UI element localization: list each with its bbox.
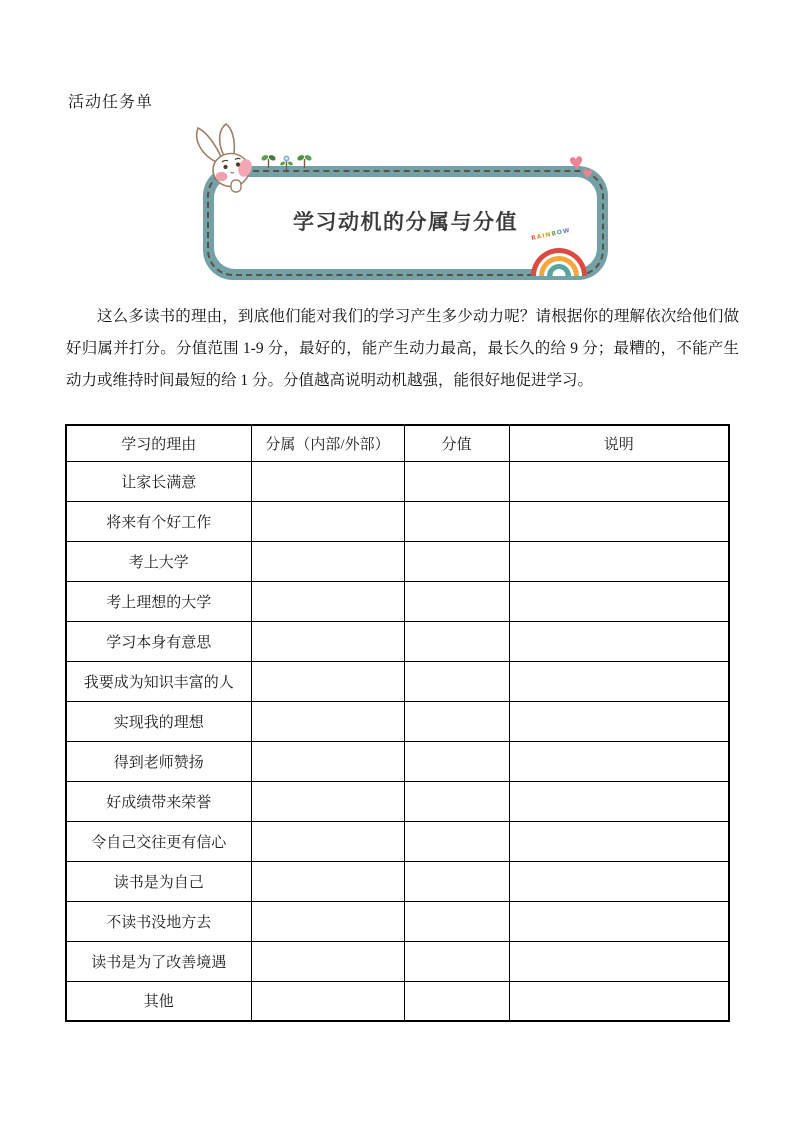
sprout-icon	[261, 151, 276, 169]
blank-cell	[251, 741, 404, 781]
blank-cell	[251, 461, 404, 501]
reason-cell: 考上大学	[66, 541, 251, 581]
reason-cell: 将来有个好工作	[66, 501, 251, 541]
table-row	[66, 941, 729, 981]
blank-cell	[509, 781, 729, 821]
table-row	[66, 661, 729, 701]
table-row	[66, 821, 729, 861]
blank-cell	[404, 461, 509, 501]
table-row	[66, 901, 729, 941]
reason-cell: 得到老师赞扬	[66, 741, 251, 781]
blank-cell	[509, 541, 729, 581]
header-reason: 学习的理由	[66, 425, 251, 461]
rainbow-icon	[527, 226, 591, 276]
blank-cell	[509, 901, 729, 941]
table-row	[66, 861, 729, 901]
reason-cell: 实现我的理想	[66, 701, 251, 741]
banner-title: 学习动机的分属与分值	[293, 211, 518, 234]
blank-cell	[509, 621, 729, 661]
table-row	[66, 461, 729, 501]
blank-cell	[404, 541, 509, 581]
blank-cell	[509, 741, 729, 781]
intro-paragraph: 这么多读书的理由，到底他们能对我们的学习产生多少动力呢？请根据你的理解依次给他们做好归属并打分。分值范围 1-9 分，最好的，能产生动力最高，最长久的给 9 分；最糟的，不能产生动力或维持时间最短的给 1 分。分值越高说明动机越强，能很好地促进学习。	[66, 308, 739, 389]
blank-cell	[404, 661, 509, 701]
header-attribution: 分属（内部/外部）	[251, 425, 404, 461]
reason-cell: 其他	[66, 981, 251, 1021]
reason-cell: 学习本身有意思	[66, 621, 251, 661]
blank-cell	[404, 981, 509, 1021]
blank-cell	[509, 701, 729, 741]
blank-cell	[404, 941, 509, 981]
table-row	[66, 621, 729, 661]
blank-cell	[404, 781, 509, 821]
blank-cell	[509, 861, 729, 901]
table-row	[66, 541, 729, 581]
blank-cell	[251, 821, 404, 861]
table-row	[66, 701, 729, 741]
blank-cell	[404, 621, 509, 661]
reason-cell: 令自己交往更有信心	[66, 821, 251, 861]
table-row	[66, 741, 729, 781]
blank-cell	[404, 901, 509, 941]
reason-cell: 我要成为知识丰富的人	[66, 661, 251, 701]
reason-cell: 考上理想的大学	[66, 581, 251, 621]
table-header-row	[66, 425, 729, 461]
blank-cell	[509, 501, 729, 541]
table-row	[66, 501, 729, 541]
title-banner	[203, 153, 608, 280]
doc-label: 活动任务单	[68, 94, 154, 111]
blank-cell	[404, 861, 509, 901]
table-row	[66, 581, 729, 621]
motivation-table	[65, 424, 730, 1022]
blank-cell	[509, 821, 729, 861]
blank-cell	[251, 981, 404, 1021]
blank-cell	[251, 501, 404, 541]
blank-cell	[404, 821, 509, 861]
rainbow-word: RAINBOW	[530, 226, 572, 243]
heart-icon: ♥	[567, 153, 586, 175]
heart-icon: ♥	[580, 166, 594, 182]
blank-cell	[251, 541, 404, 581]
blank-cell	[251, 621, 404, 661]
flower-icon	[279, 153, 294, 171]
reason-cell: 好成绩带来荣誉	[66, 781, 251, 821]
blank-cell	[251, 901, 404, 941]
blank-cell	[404, 501, 509, 541]
bunny-icon	[191, 121, 263, 195]
blank-cell	[509, 461, 729, 501]
header-explanation: 说明	[509, 425, 729, 461]
reason-cell: 不读书没地方去	[66, 901, 251, 941]
blank-cell	[404, 701, 509, 741]
table-row	[66, 981, 729, 1021]
reason-cell: 读书是为自己	[66, 861, 251, 901]
blank-cell	[509, 661, 729, 701]
blank-cell	[509, 981, 729, 1021]
blank-cell	[251, 661, 404, 701]
blank-cell	[404, 581, 509, 621]
blank-cell	[251, 941, 404, 981]
blank-cell	[251, 581, 404, 621]
blank-cell	[251, 781, 404, 821]
blank-cell	[251, 861, 404, 901]
blank-cell	[509, 941, 729, 981]
reason-cell: 读书是为了改善境遇	[66, 941, 251, 981]
reason-cell: 让家长满意	[66, 461, 251, 501]
blank-cell	[404, 741, 509, 781]
blank-cell	[251, 701, 404, 741]
sprout-icon	[297, 151, 312, 169]
table-row	[66, 781, 729, 821]
blank-cell	[509, 581, 729, 621]
header-score: 分值	[404, 425, 509, 461]
